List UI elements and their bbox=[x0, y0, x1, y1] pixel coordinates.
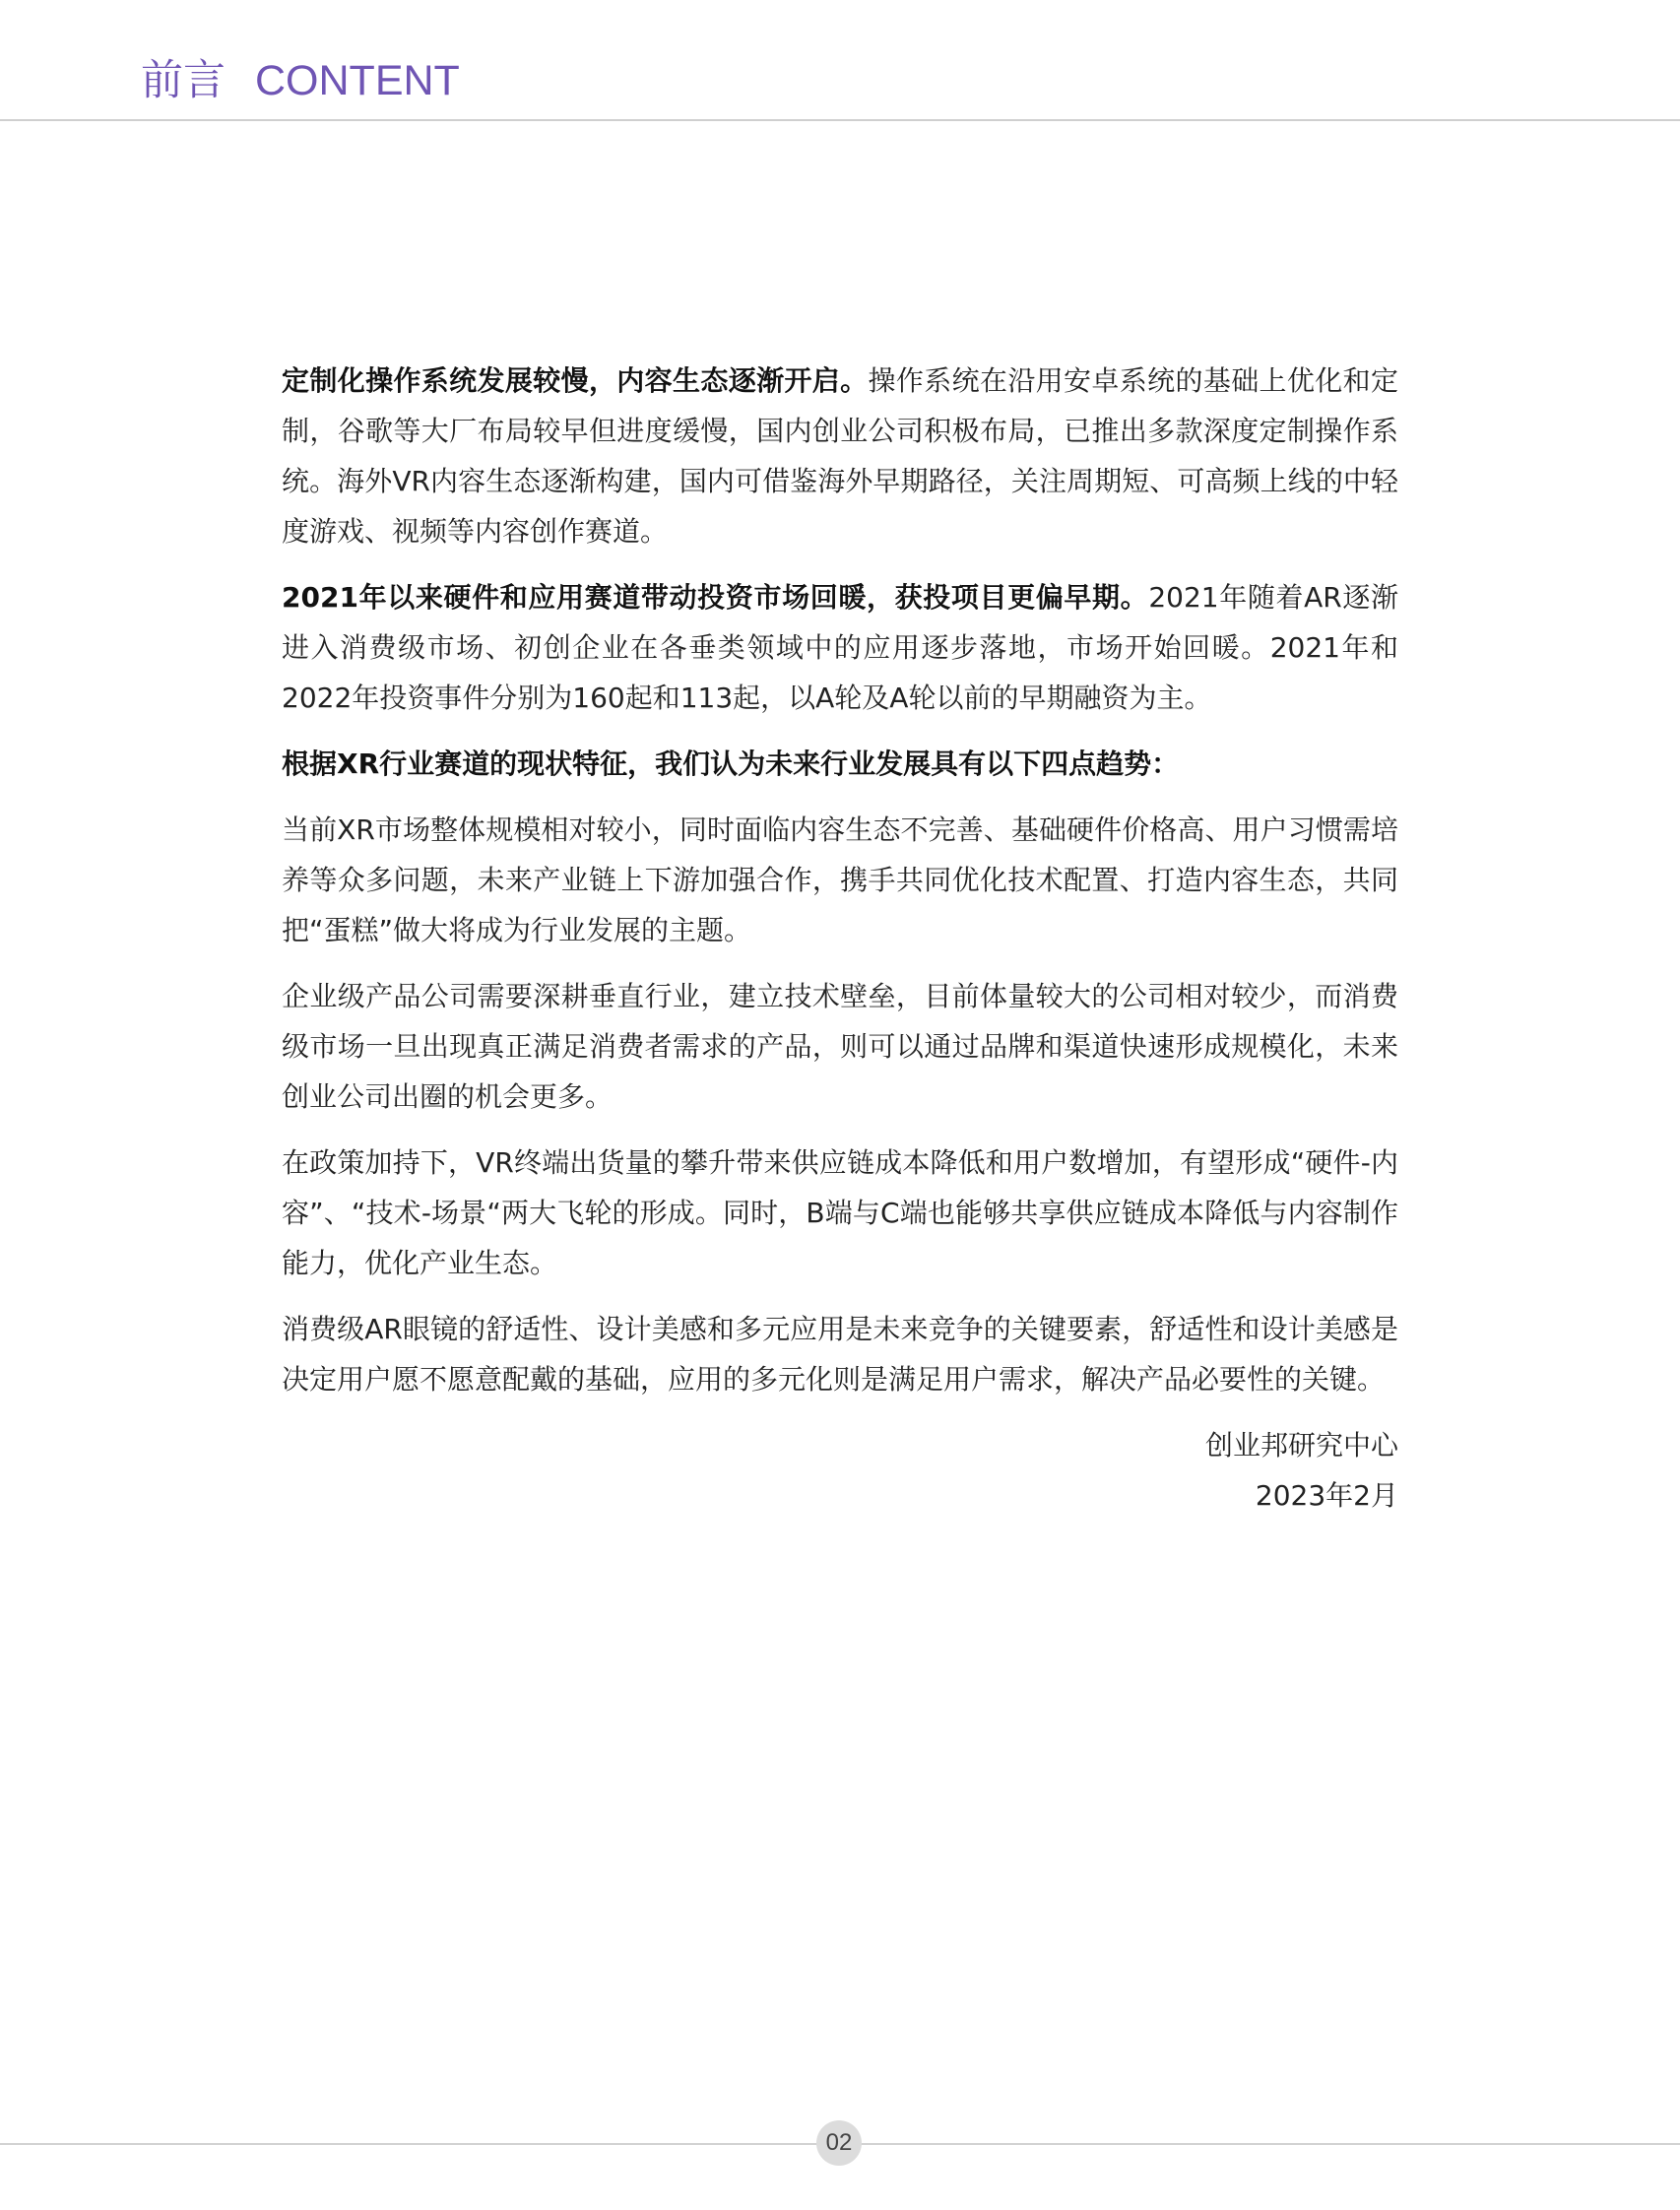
trend-1-text: 当前XR市场整体规模相对较小，同时面临内容生态不完善、基础硬件价格高、用户习惯需培养等众多问题，未来产业链上下游加强合作，携手共同优化技术配置、打造内容生态，共同把“蛋糕”做大将成为行业发展的主题。 bbox=[282, 813, 1398, 946]
paragraph-os-text: 操作系统在沿用安卓系统的基础上优化和定制，谷歌等大厂布局较早但进度缓慢，国内创业公司积极布局，已推出多款深度定制操作系统。海外VR内容生态逐渐构建，国内可借鉴海外早期路径，关注周期短、可高频上线的中轻度游戏、视频等内容创作赛道。 bbox=[282, 364, 1398, 548]
paragraph-trend-3 bbox=[282, 1138, 1398, 1288]
paragraph-investment-lead: 2021年以来硬件和应用赛道带动投资市场回暖，获投项目更偏早期。 bbox=[282, 581, 1149, 614]
trend-3-text: 在政策加持下，VR终端出货量的攀升带来供应链成本降低和用户数增加，有望形成“硬件-内容”、“技术-场景“两大飞轮的形成。同时，B端与C端也能够共享供应链成本降低与内容制作能力，优化产业生态。 bbox=[282, 1146, 1398, 1279]
paragraph-os bbox=[282, 356, 1398, 556]
preface-body bbox=[282, 356, 1398, 1521]
paragraph-investment-text: 2021年随着AR逐渐进入消费级市场、初创企业在各垂类领域中的应用逐步落地，市场开始回暖。2021年和2022年投资事件分别为160起和113起，以A轮及A轮以前的早期融资为主。 bbox=[282, 581, 1398, 714]
trends-heading: 根据XR行业赛道的现状特征，我们认为未来行业发展具有以下四点趋势： bbox=[282, 748, 1180, 780]
header-title bbox=[141, 51, 460, 110]
paragraph-trend-4 bbox=[282, 1304, 1398, 1404]
signature-block bbox=[282, 1420, 1398, 1521]
signature-org: 创业邦研究中心 bbox=[1204, 1429, 1398, 1462]
header-title-en: CONTENT bbox=[255, 57, 460, 104]
trend-2-text: 企业级产品公司需要深耕垂直行业，建立技术壁垒，目前体量较大的公司相对较少，而消费级市场一旦出现真正满足消费者需求的产品，则可以通过品牌和渠道快速形成规模化，未来创业公司出圈的机会更多。 bbox=[282, 980, 1398, 1113]
page-header bbox=[0, 0, 1680, 121]
trend-4-text: 消费级AR眼镜的舒适性、设计美感和多元应用是未来竞争的关键要素，舒适性和设计美感是决定用户愿不愿意配戴的基础，应用的多元化则是满足用户需求，解决产品必要性的关键。 bbox=[282, 1313, 1398, 1396]
page-number-badge: 02 bbox=[816, 2120, 862, 2166]
paragraph-trend-2 bbox=[282, 971, 1398, 1122]
paragraph-trends-heading bbox=[282, 739, 1398, 789]
header-title-cn: 前言 bbox=[141, 56, 226, 105]
paragraph-os-lead: 定制化操作系统发展较慢，内容生态逐渐开启。 bbox=[282, 364, 869, 397]
paragraph-investment bbox=[282, 572, 1398, 723]
signature-date: 2023年2月 bbox=[1255, 1479, 1398, 1512]
paragraph-trend-1 bbox=[282, 805, 1398, 955]
